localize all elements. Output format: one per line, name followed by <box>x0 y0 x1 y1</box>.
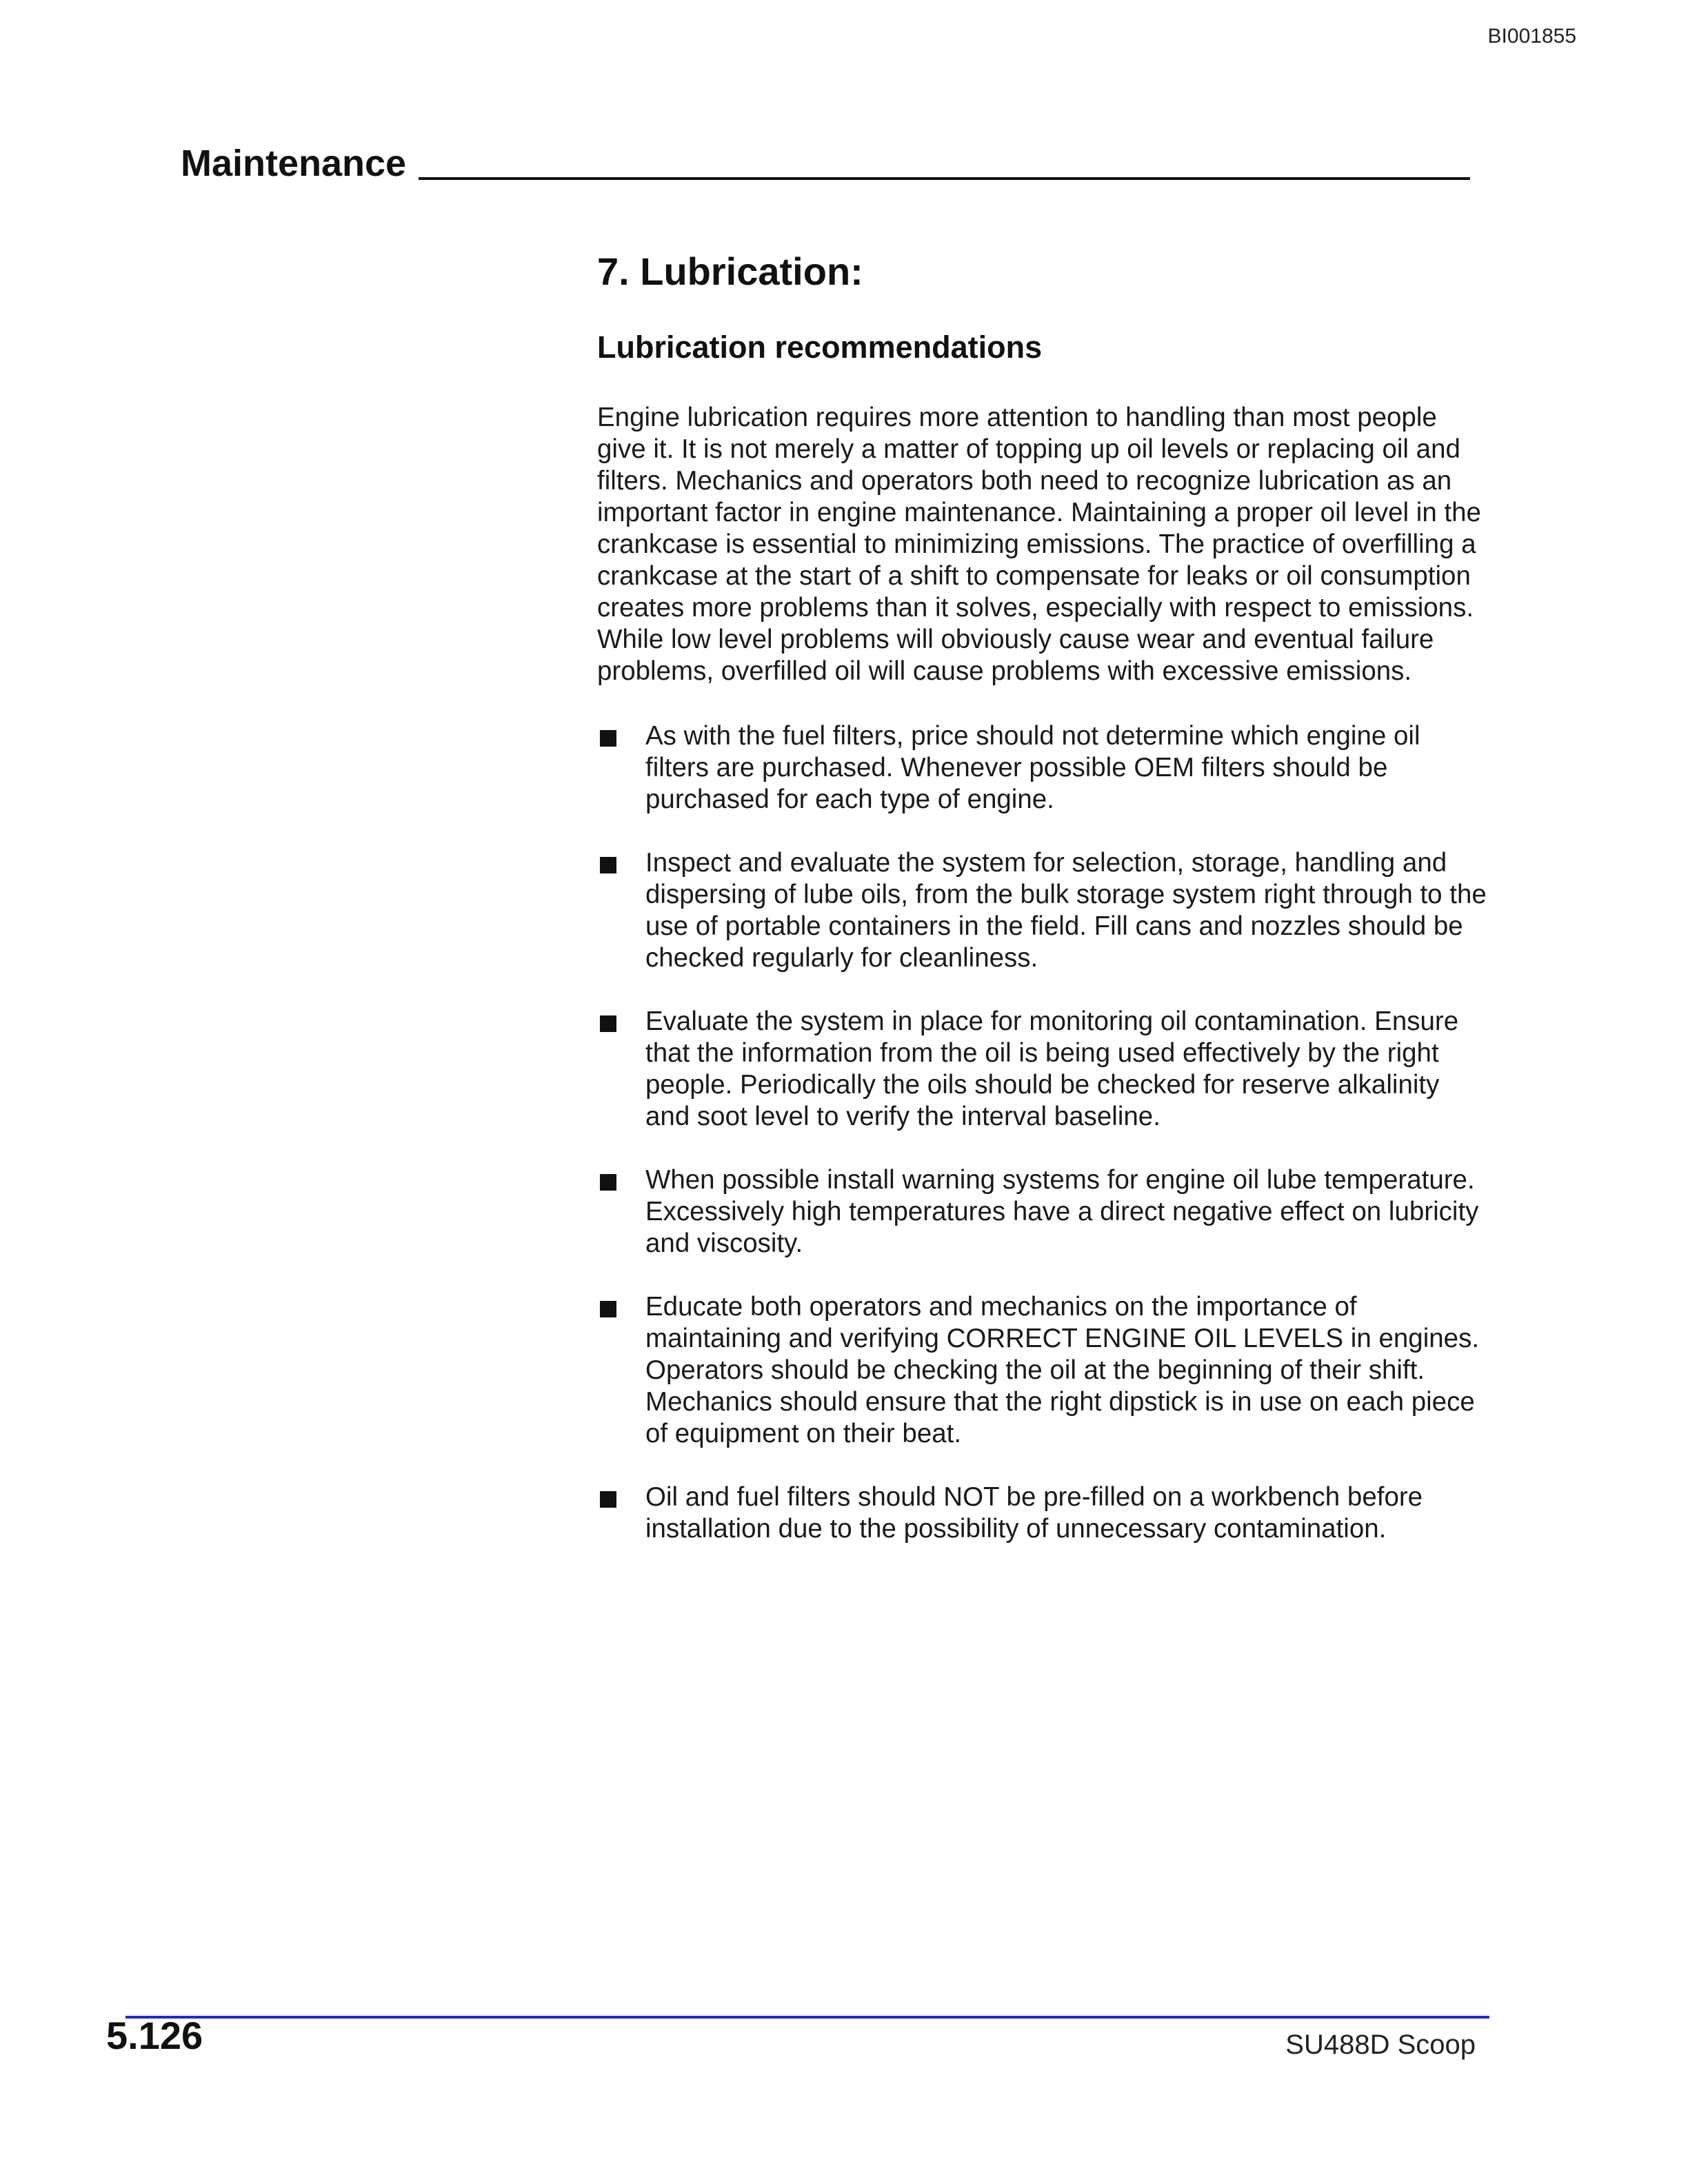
list-item <box>597 1006 1487 1133</box>
square-bullet-icon <box>600 1491 616 1508</box>
intro-paragraph: Engine lubrication requires more attention to handling than most people give it. It is not merely a matter of topping up oil levels or replacing oil and filters. Mechanics and operators both need to recognize lubrication as an important factor in engine maintenance. Maintaining a proper oil level in the crankcase is essential to minimizing emissions. The practice of overfilling a crankcase at the start of a shift to compensate for leaks or oil consumption creates more problems than it solves, especially with respect to emissions. While low level problems will obviously cause wear and eventual failure problems, overfilled oil will cause problems with excessive emissions. <box>597 403 1481 687</box>
subheading: Lubrication recommendations <box>597 330 1043 365</box>
list-item-text: When possible install warning systems for engine oil lube temperature. Excessively high temperatures have a direct negative effect on lubricity and viscosity. <box>645 1165 1479 1259</box>
list-item <box>597 1291 1487 1450</box>
footer-model-name: SU488D Scoop <box>1285 2030 1476 2060</box>
section-header <box>181 142 1470 185</box>
list-item <box>597 847 1487 974</box>
square-bullet-icon <box>600 1174 616 1191</box>
section-title-rule <box>419 177 1470 180</box>
document-id: BI001855 <box>1487 25 1576 48</box>
recommendation-list <box>597 720 1487 1545</box>
square-bullet-icon <box>600 1301 616 1317</box>
main-content <box>597 248 1487 1577</box>
square-bullet-icon <box>600 730 616 747</box>
list-item <box>597 1164 1487 1260</box>
square-bullet-icon <box>600 1015 616 1032</box>
list-item <box>597 1482 1487 1545</box>
list-item <box>597 720 1487 816</box>
footer-rule <box>125 2016 1489 2019</box>
list-item-text: Evaluate the system in place for monitoring oil contamination. Ensure that the information from the oil is being used effectively by the right people. Periodically the oils should be checked for reserve alkalinity and soot level to verify the interval baseline. <box>645 1007 1459 1132</box>
list-item-text: Inspect and evaluate the system for selection, storage, handling and dispersing of lube oils, from the bulk storage system right through to the use of portable containers in the field. Fill cans and nozzles should be checked regularly for cleanliness. <box>645 848 1487 973</box>
page-number: 5.126 <box>106 2014 203 2057</box>
chapter-title: 7. Lubrication: <box>597 250 863 293</box>
section-title: Maintenance <box>181 143 407 184</box>
list-item-text: As with the fuel filters, price should not determine which engine oil filters are purchased. Whenever possible OEM filters should be purchased for each type of engine. <box>645 721 1420 815</box>
square-bullet-icon <box>600 857 616 873</box>
list-item-text: Oil and fuel filters should NOT be pre-filled on a workbench before installation due to the possibility of unnecessary contamination. <box>645 1482 1423 1544</box>
list-item-text: Educate both operators and mechanics on the importance of maintaining and verifying CORRECT ENGINE OIL LEVELS in engines. Operators should be checking the oil at the beginning of their shift. Mechanics should ensure that the right dipstick is in use on each piece of equipment on their beat. <box>645 1292 1480 1449</box>
